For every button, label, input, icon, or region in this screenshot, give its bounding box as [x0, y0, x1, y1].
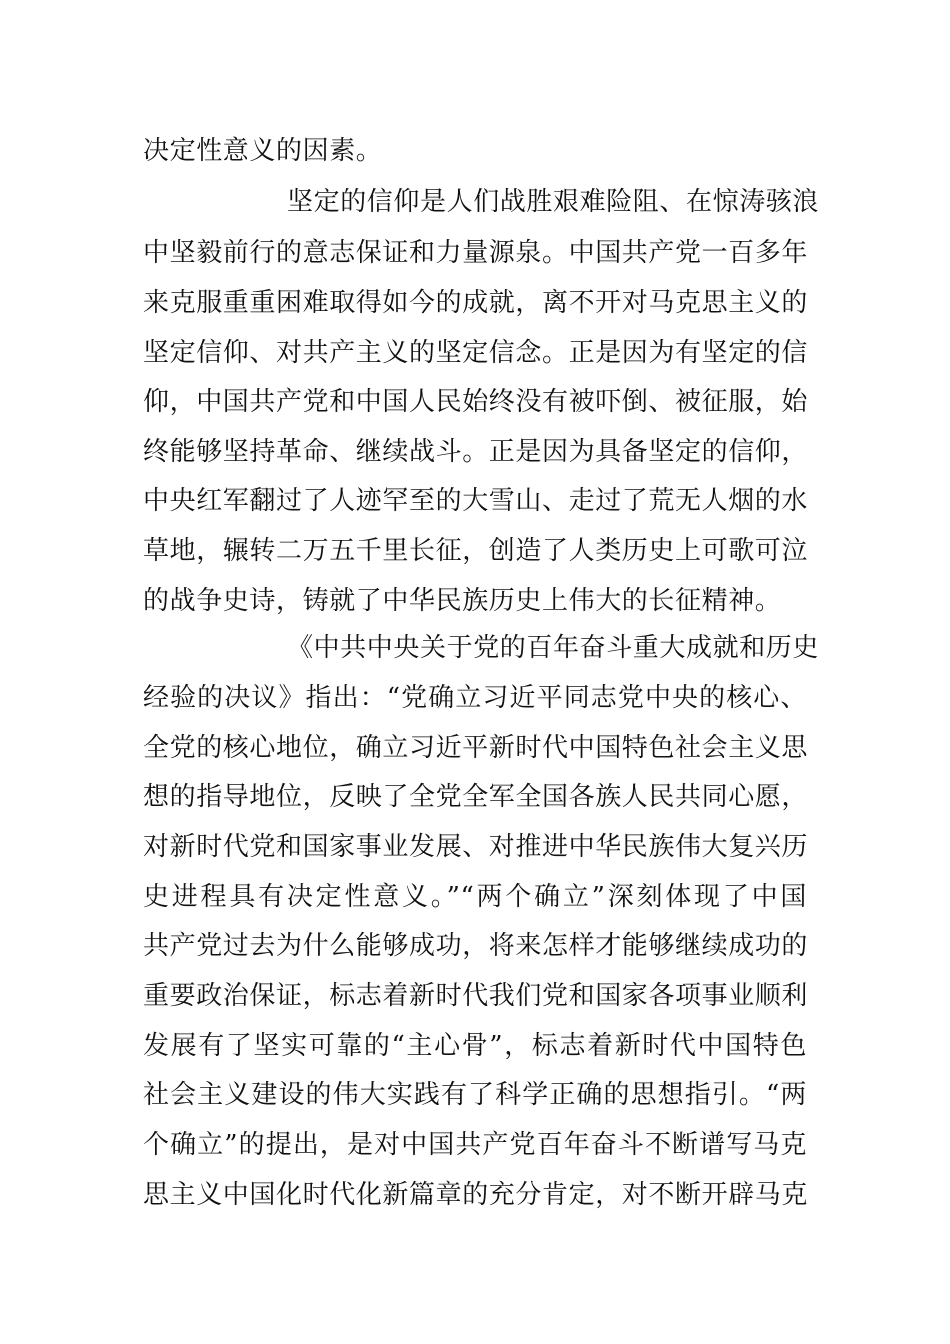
text-line: 共产党过去为什么能够成功，将来怎样才能够继续成功的 [143, 931, 809, 961]
text-line: 的战争史诗，铸就了中华民族历史上伟大的长征精神。 [143, 586, 782, 616]
text-line: 史进程具有决定性意义。”“两个确立”深刻体现了中国 [143, 882, 807, 912]
text-line: 经验的决议》指出：“党确立习近平同志党中央的核心、 [143, 683, 807, 713]
text-line: 重要政治保证，标志着新时代我们党和国家各项事业顺利 [143, 981, 809, 1011]
text-line: 对新时代党和国家事业发展、对推进中华民族伟大复兴历 [143, 832, 809, 862]
text-line: 决定性意义的因素。 [143, 136, 383, 166]
text-line: 思主义中国化时代化新篇章的充分肯定，对不断开辟马克 [143, 1180, 809, 1210]
text-line: 坚定信仰、对共产主义的坚定信念。正是因为有坚定的信 [143, 338, 809, 368]
text-line: 终能够坚持革命、继续战斗。正是因为具备坚定的信仰， [143, 437, 809, 467]
text-line: 中央红军翻过了人迹罕至的大雪山、走过了荒无人烟的水 [143, 486, 809, 516]
paragraph-first-line: 坚定的信仰是人们战胜艰难险阻、在惊涛骇浪 [287, 187, 820, 217]
text-line: 来克服重重困难取得如今的成就，离不开对马克思主义的 [143, 288, 809, 318]
text-line: 仰，中国共产党和中国人民始终没有被吓倒、被征服，始 [143, 387, 809, 417]
text-line: 全党的核心地位，确立习近平新时代中国特色社会主义思 [143, 733, 809, 763]
text-line: 草地，辗转二万五千里长征，创造了人类历史上可歌可泣 [143, 536, 809, 566]
text-line: 想的指导地位，反映了全党全军全国各族人民共同心愿， [143, 782, 809, 812]
text-line: 发展有了坚实可靠的“主心骨”，标志着新时代中国特色 [143, 1031, 807, 1061]
text-line: 社会主义建设的伟大实践有了科学正确的思想指引。“两 [143, 1080, 807, 1110]
text-line: 个确立”的提出，是对中国共产党百年奋斗不断谱写马克 [143, 1130, 807, 1160]
text-line: 中坚毅前行的意志保证和力量源泉。中国共产党一百多年 [143, 238, 809, 268]
paragraph-first-line: 《中共中央关于党的百年奋斗重大成就和历史 [287, 633, 820, 663]
